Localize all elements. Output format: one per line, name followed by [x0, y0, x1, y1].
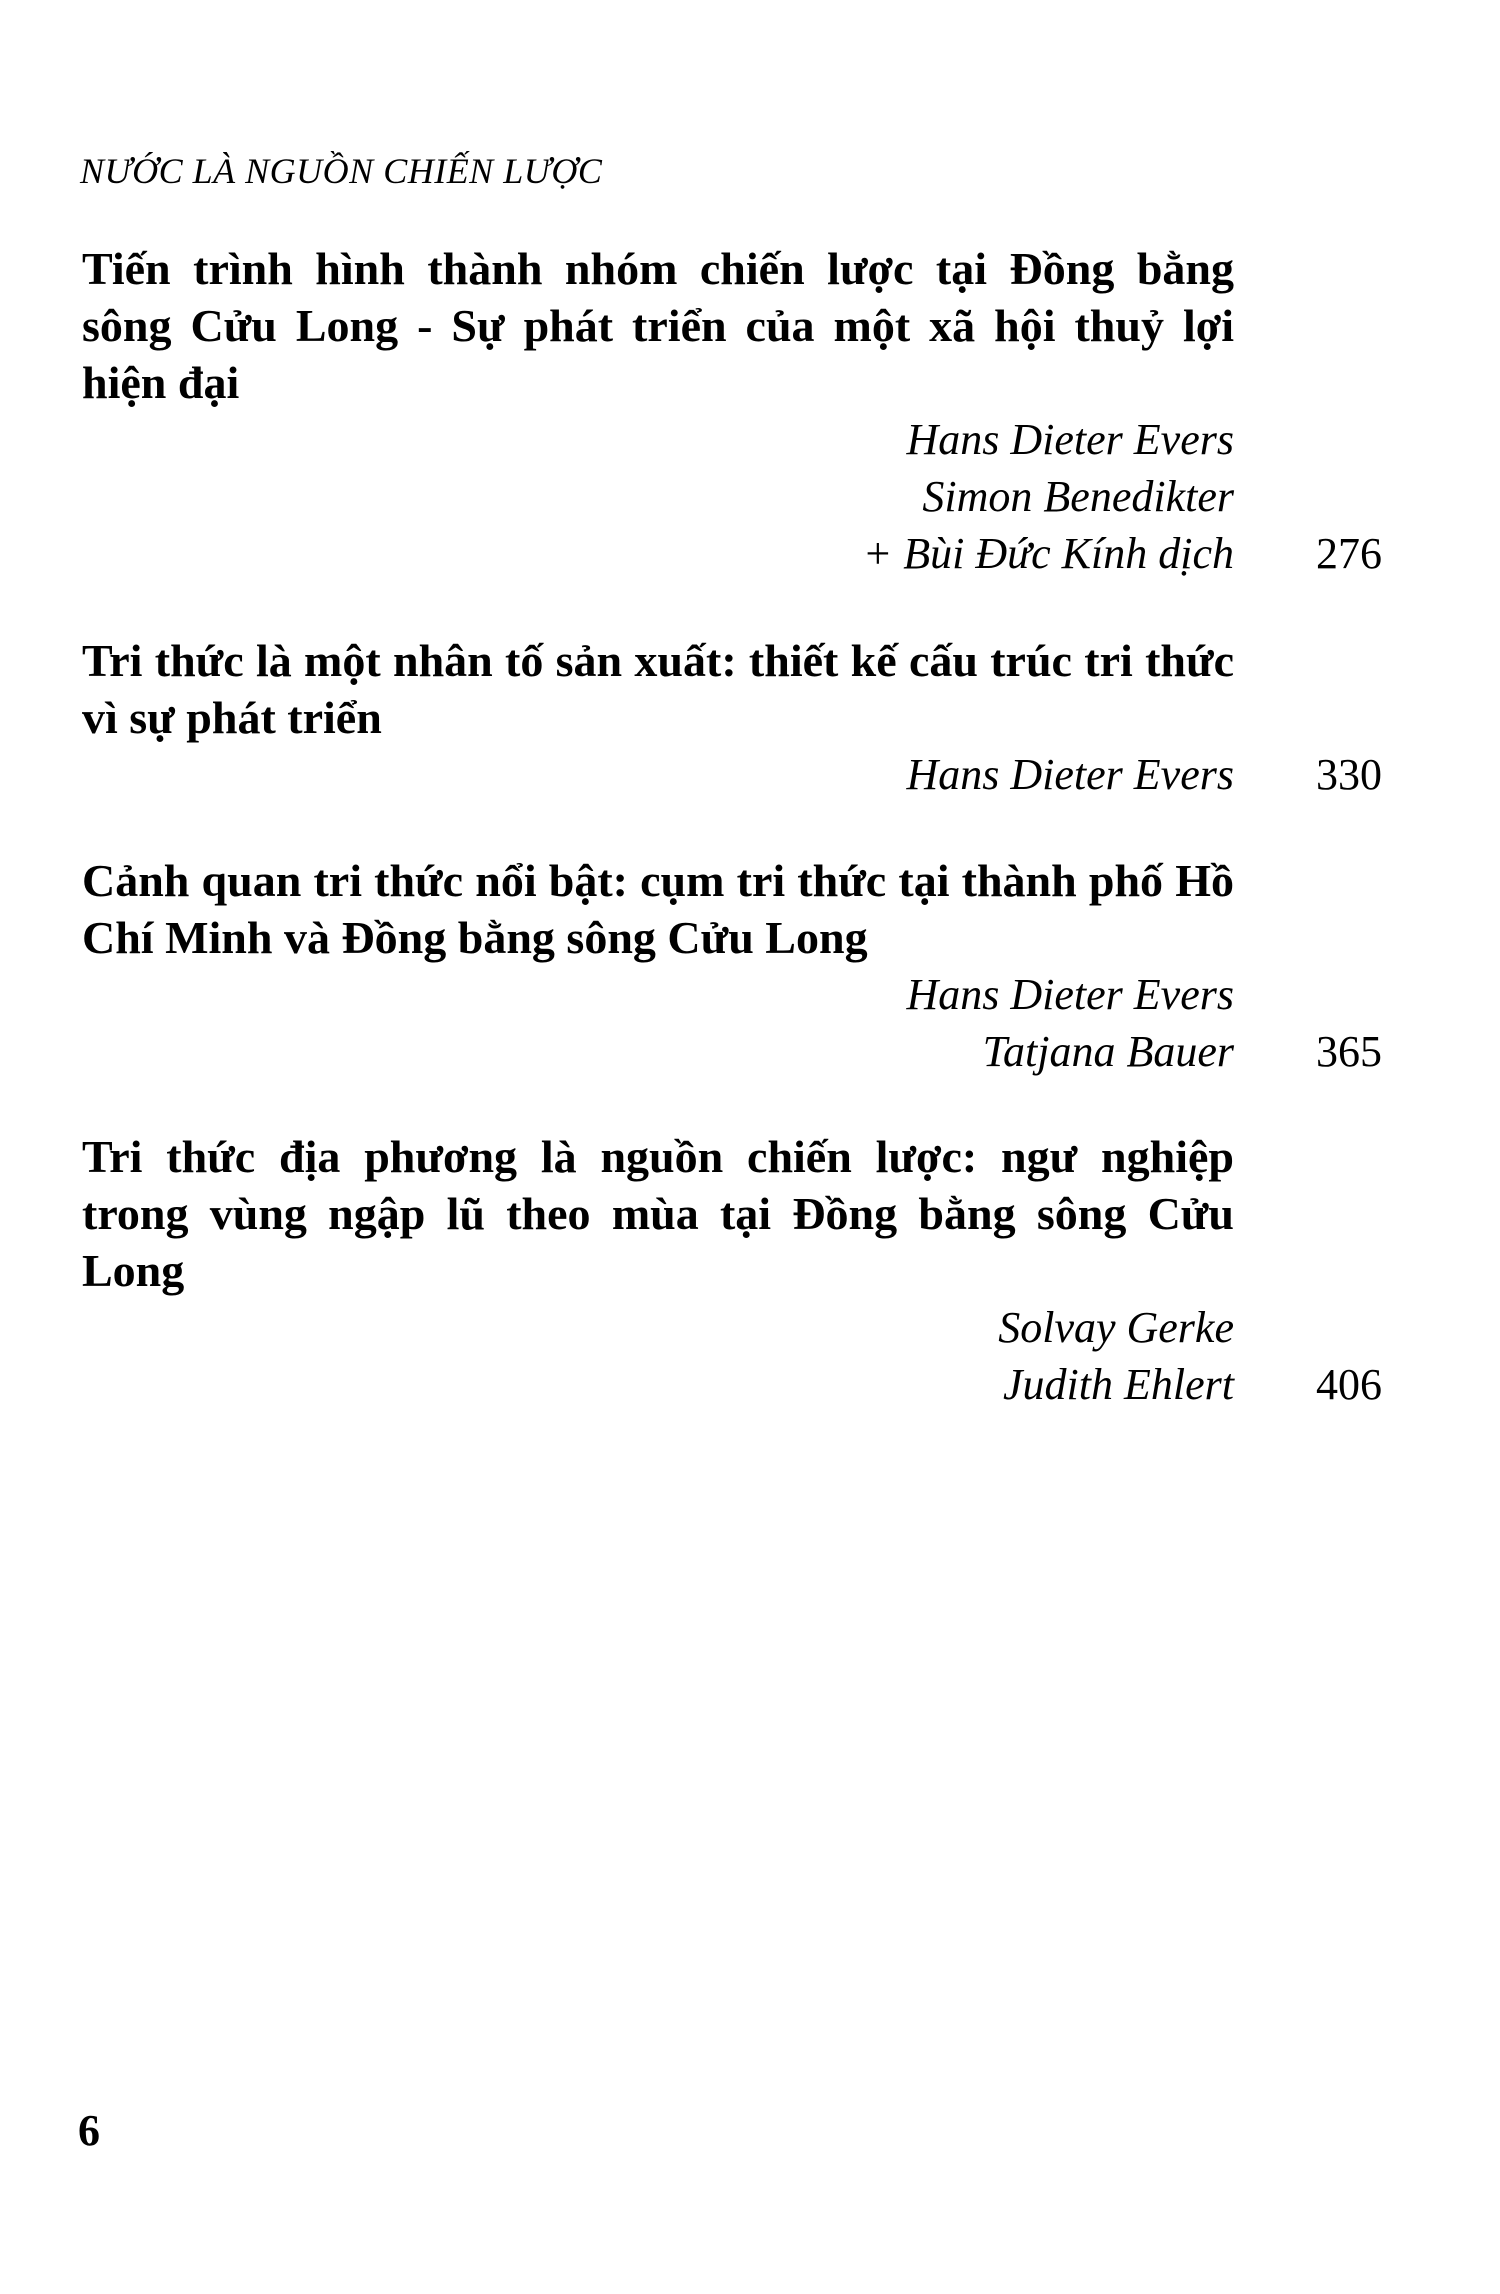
author-row — [82, 1023, 1382, 1080]
entry-page-number: 406 — [1316, 1360, 1382, 1409]
entry-author: Tatjana Bauer — [982, 1027, 1234, 1076]
author-row — [82, 1299, 1382, 1356]
entry-author: Judith Ehlert — [1003, 1360, 1234, 1409]
running-head: NƯỚC LÀ NGUỒN CHIẾN LƯỢC — [80, 151, 603, 191]
entry-author: Simon Benedikter — [922, 472, 1234, 521]
entry-author: Hans Dieter Evers — [906, 970, 1234, 1019]
entry-page-number: 330 — [1316, 750, 1382, 799]
entry-page-number: 365 — [1316, 1027, 1382, 1076]
author-row — [82, 411, 1382, 468]
author-row — [82, 966, 1382, 1023]
entry-author: Hans Dieter Evers — [906, 415, 1234, 464]
toc-entry — [82, 852, 1382, 1080]
toc-entry — [82, 240, 1382, 582]
author-row — [82, 468, 1382, 525]
entry-title: Tiến trình hình thành nhóm chiến lược tại Đồng bằng sông Cửu Long - Sự phát triển của một xã hội thuỷ lợi hiện đại — [82, 243, 1234, 408]
toc-entry — [82, 632, 1382, 803]
entry-author: Hans Dieter Evers — [906, 750, 1234, 799]
folio-page-number: 6 — [78, 2106, 100, 2155]
author-row — [82, 525, 1382, 582]
entry-page-number: 276 — [1316, 529, 1382, 578]
author-row — [82, 746, 1382, 803]
entry-title: Cảnh quan tri thức nổi bật: cụm tri thức tại thành phố Hồ Chí Minh và Đồng bằng sông Cửu Long — [82, 855, 1234, 963]
entry-title: Tri thức là một nhân tố sản xuất: thiết kế cấu trúc tri thức vì sự phát triển — [82, 635, 1234, 743]
entry-title: Tri thức địa phương là nguồn chiến lược: ngư nghiệp trong vùng ngập lũ theo mùa tại Đồng bằng sông Cửu Long — [82, 1131, 1234, 1296]
toc-entry — [82, 1128, 1382, 1413]
entry-author: Solvay Gerke — [998, 1303, 1234, 1352]
entry-translator: + Bùi Đức Kính dịch — [862, 529, 1234, 578]
author-row — [82, 1356, 1382, 1413]
